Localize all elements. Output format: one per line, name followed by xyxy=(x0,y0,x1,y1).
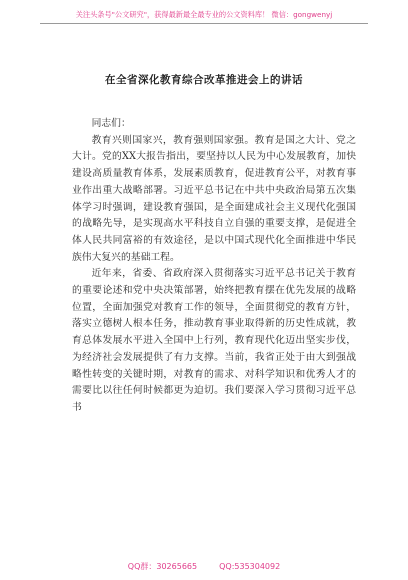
header-banner: 关注头条号"公文研究"，获得最新最全最专业的公文资料库！ 微信：gongwenyj xyxy=(75,10,333,19)
footer-qq-group: QQ群：30265665 xyxy=(127,562,198,571)
footer-qq: QQ:535304092 xyxy=(219,562,281,571)
header-divider xyxy=(40,23,368,24)
document-body xyxy=(72,116,356,417)
document-title: 在全省深化教育综合改革推进会上的讲话 xyxy=(105,74,303,86)
paragraph: 近年来，省委、省政府深入贯彻落实习近平总书记关于教育的重要论述和党中央决策部署，始终把教育摆在优先发展的战略位置，全面加强党对教育工作的领导，全面贯彻党的教育方针，落实立德树人根本任务，推动教育事业取得新的历史性成就，教育总体发展水平进入全国中上行列，教育现代化迈出坚实步伐，为经济社会发展提供了有力支撑。当前，我省正处于由大到强战略性转变的关键时期，对教育的需求、对科学知识和优秀人才的需要比以往任何时候都更为迫切。我们要深入学习贯彻习近平总书 xyxy=(72,268,356,413)
paragraph: 教育兴则国家兴，教育强则国家强。教育是国之大计、党之大计。党的XX大报告指出，要坚持以人民为中心发展教育，加快建设高质量教育体系，发展素质教育，促进教育公平，对教育事业作出重大战略部署。习近平总书记在中共中央政治局第五次集体学习时强调，建设教育强国，是全面建成社会主义现代化强国的战略先导，是实现高水平科技自立自强的重要支撑，是促进全体人民共同富裕的有效途径，是以中国式现代化全面推进中华民族伟大复兴的基础工程。 xyxy=(72,134,356,263)
footer-contact xyxy=(0,561,408,572)
salutation: 同志们： xyxy=(91,118,131,129)
